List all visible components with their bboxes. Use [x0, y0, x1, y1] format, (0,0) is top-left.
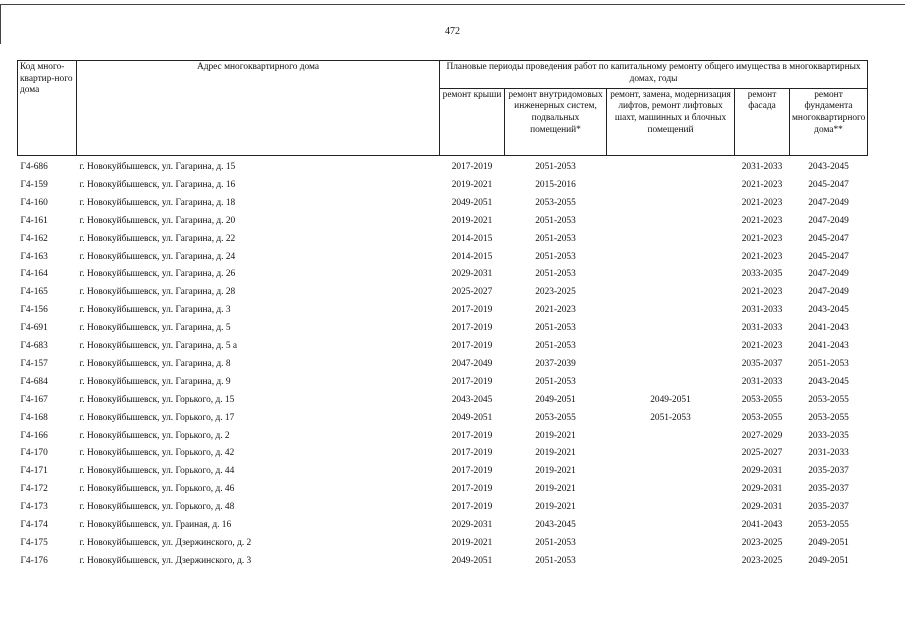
cell-systems: 2043-2045	[535, 519, 576, 530]
table-row	[18, 517, 868, 535]
cell-address: г. Новокуйбышевск, ул. Гагарина, д. 3	[79, 305, 231, 316]
cell-foundation: 2031-2033	[808, 448, 849, 459]
cell-roof: 2014-2015	[451, 233, 493, 244]
cell-systems: 2051-2053	[535, 537, 576, 548]
table-row	[18, 499, 868, 517]
cell-roof: 2017-2019	[451, 484, 493, 495]
table-row	[18, 445, 868, 463]
cell-systems: 2037-2039	[535, 358, 576, 369]
cell-address: г. Новокуйбышевск, ул. Горького, д. 46	[79, 484, 235, 495]
cell-address: г. Новокуйбышевск, ул. Гагарина, д. 5	[79, 323, 231, 334]
header-systems: ремонт внутридомовых инженерных систем, подвальных помещений*	[505, 88, 607, 155]
cell-address: г. Новокуйбышевск, ул. Гагарина, д. 9	[79, 376, 231, 387]
cell-roof: 2029-2031	[451, 269, 493, 280]
cell-code: Г4-175	[20, 537, 48, 548]
cell-code: Г4-168	[20, 412, 48, 423]
cell-roof: 2017-2019	[451, 341, 493, 352]
cell-code: Г4-176	[20, 555, 48, 566]
header-periods: Плановые периоды проведения работ по капитальному ремонту общего имущества в многоквартирных домах, годы	[440, 61, 868, 89]
cell-elevators	[607, 156, 735, 177]
cell-roof: 2017-2019	[451, 323, 493, 334]
cell-roof: 2019-2021	[451, 215, 493, 226]
cell-foundation: 2043-2045	[808, 162, 849, 173]
header-foundation: ремонт фундамента многоквартирного дома**	[790, 88, 868, 155]
top-border-line	[0, 4, 905, 5]
cell-code: Г4-160	[20, 197, 48, 208]
table-row	[18, 195, 868, 213]
page-number: 472	[445, 26, 460, 37]
cell-foundation: 2045-2047	[808, 233, 849, 244]
cell-code: Г4-159	[20, 180, 48, 191]
table-row	[18, 427, 868, 445]
cell-elevators: 2051-2053	[650, 412, 691, 423]
cell-elevators	[607, 356, 735, 374]
cell-address: г. Новокуйбышевск, ул. Гагарина, д. 26	[79, 269, 236, 280]
cell-foundation: 2035-2037	[808, 484, 849, 495]
cell-elevators	[607, 213, 735, 231]
cell-elevators: 2049-2051	[650, 394, 691, 405]
cell-systems: 2021-2023	[535, 305, 576, 316]
cell-systems: 2019-2021	[535, 466, 576, 477]
cell-roof: 2049-2051	[451, 412, 493, 423]
cell-systems: 2053-2055	[535, 412, 576, 423]
header-code: Код много-квартир-ного дома	[18, 61, 77, 156]
cell-foundation: 2041-2043	[808, 341, 849, 352]
table-row	[18, 409, 868, 427]
cell-foundation: 2043-2045	[808, 376, 849, 387]
cell-systems: 2051-2053	[535, 269, 576, 280]
cell-elevators	[607, 302, 735, 320]
left-border-line	[0, 4, 1, 44]
table-row	[18, 231, 868, 249]
cell-code: Г4-164	[20, 269, 48, 280]
cell-facade: 2021-2023	[741, 233, 783, 244]
cell-facade: 2023-2025	[741, 555, 783, 566]
cell-roof: 2049-2051	[451, 197, 493, 208]
cell-code: Г4-167	[20, 394, 48, 405]
cell-elevators	[607, 553, 735, 571]
cell-systems: 2019-2021	[535, 448, 576, 459]
cell-code: Г4-156	[20, 305, 48, 316]
cell-roof: 2019-2021	[451, 537, 493, 548]
cell-elevators	[607, 338, 735, 356]
cell-elevators	[607, 284, 735, 302]
cell-facade: 2031-2033	[741, 305, 783, 316]
table-row	[18, 284, 868, 302]
cell-address: г. Новокуйбышевск, ул. Гагарина, д. 22	[79, 233, 236, 244]
cell-elevators	[607, 231, 735, 249]
cell-address: г. Новокуйбышевск, ул. Гагарина, д. 15	[79, 162, 236, 173]
cell-code: Г4-691	[20, 323, 48, 334]
cell-roof: 2017-2019	[451, 430, 493, 441]
cell-foundation: 2035-2037	[808, 502, 849, 513]
cell-roof: 2017-2019	[451, 162, 493, 173]
cell-facade: 2033-2035	[741, 269, 783, 280]
cell-foundation: 2047-2049	[808, 287, 849, 298]
cell-roof: 2014-2015	[451, 251, 493, 262]
cell-facade: 2021-2023	[741, 197, 783, 208]
cell-foundation: 2047-2049	[808, 215, 849, 226]
cell-code: Г4-166	[20, 430, 48, 441]
cell-code: Г4-174	[20, 519, 48, 530]
cell-elevators	[607, 499, 735, 517]
table-row	[18, 338, 868, 356]
table-row	[18, 374, 868, 392]
cell-foundation: 2053-2055	[808, 519, 849, 530]
cell-elevators	[607, 266, 735, 284]
cell-roof: 2019-2021	[451, 180, 493, 191]
cell-facade: 2021-2023	[741, 341, 783, 352]
cell-facade: 2021-2023	[741, 215, 783, 226]
cell-facade: 2021-2023	[741, 180, 783, 191]
cell-foundation: 2053-2055	[808, 394, 849, 405]
cell-elevators	[607, 195, 735, 213]
cell-elevators	[607, 177, 735, 195]
cell-roof: 2047-2049	[451, 358, 493, 369]
cell-foundation: 2047-2049	[808, 269, 849, 280]
cell-address: г. Новокуйбышевск, ул. Гагарина, д. 5 а	[79, 341, 238, 352]
table-row	[18, 356, 868, 374]
cell-elevators	[607, 481, 735, 499]
cell-code: Г4-171	[20, 466, 48, 477]
cell-facade: 2021-2023	[741, 251, 783, 262]
table-row	[18, 320, 868, 338]
cell-systems: 2051-2053	[535, 555, 576, 566]
cell-foundation: 2049-2051	[808, 555, 849, 566]
cell-elevators	[607, 445, 735, 463]
cell-code: Г4-165	[20, 287, 48, 298]
cell-foundation: 2047-2049	[808, 197, 849, 208]
cell-code: Г4-172	[20, 484, 48, 495]
cell-address: г. Новокуйбышевск, ул. Граиная, д. 16	[79, 519, 232, 530]
cell-code: Г4-163	[20, 251, 48, 262]
cell-code: Г4-157	[20, 358, 48, 369]
cell-elevators	[607, 463, 735, 481]
cell-systems: 2051-2053	[535, 233, 576, 244]
cell-address: г. Новокуйбышевск, ул. Горького, д. 2	[79, 430, 230, 441]
cell-elevators	[607, 374, 735, 392]
cell-foundation: 2033-2035	[808, 430, 849, 441]
cell-roof: 2017-2019	[451, 305, 493, 316]
cell-roof: 2049-2051	[451, 555, 493, 566]
table-row	[18, 302, 868, 320]
cell-foundation: 2035-2037	[808, 466, 849, 477]
cell-code: Г4-161	[20, 215, 48, 226]
cell-foundation: 2049-2051	[808, 537, 849, 548]
cell-address: г. Новокуйбышевск, ул. Гагарина, д. 18	[79, 197, 236, 208]
cell-systems: 2023-2025	[535, 287, 576, 298]
cell-elevators	[607, 427, 735, 445]
cell-foundation: 2041-2043	[808, 323, 849, 334]
cell-facade: 2029-2031	[741, 466, 783, 477]
cell-address: г. Новокуйбышевск, ул. Гагарина, д. 20	[79, 215, 236, 226]
cell-foundation: 2043-2045	[808, 305, 849, 316]
cell-code: Г4-684	[20, 376, 48, 387]
cell-systems: 2015-2016	[535, 180, 576, 191]
cell-facade: 2031-2033	[741, 323, 783, 334]
table-body	[18, 156, 868, 571]
cell-foundation: 2045-2047	[808, 180, 849, 191]
cell-code: Г4-170	[20, 448, 48, 459]
cell-elevators	[607, 535, 735, 553]
cell-facade: 2023-2025	[741, 537, 783, 548]
table-row	[18, 156, 868, 177]
cell-address: г. Новокуйбышевск, ул. Горького, д. 42	[79, 448, 235, 459]
table-row	[18, 213, 868, 231]
cell-facade: 2031-2033	[741, 162, 783, 173]
table-row	[18, 463, 868, 481]
table-row	[18, 177, 868, 195]
cell-systems: 2019-2021	[535, 484, 576, 495]
cell-systems: 2051-2053	[535, 162, 576, 173]
table-row	[18, 481, 868, 499]
cell-address: г. Новокуйбышевск, ул. Горького, д. 44	[79, 466, 235, 477]
table-row	[18, 248, 868, 266]
capital-repair-table	[17, 60, 868, 570]
cell-facade: 2029-2031	[741, 502, 783, 513]
cell-roof: 2017-2019	[451, 376, 493, 387]
table-row	[18, 392, 868, 410]
cell-foundation: 2051-2053	[808, 358, 849, 369]
header-facade: ремонт фасада	[735, 88, 790, 155]
cell-systems: 2019-2021	[535, 430, 576, 441]
cell-systems: 2051-2053	[535, 251, 576, 262]
cell-address: г. Новокуйбышевск, ул. Гагарина, д. 8	[79, 358, 231, 369]
cell-systems: 2019-2021	[535, 502, 576, 513]
cell-code: Г4-173	[20, 502, 48, 513]
cell-address: г. Новокуйбышевск, ул. Дзержинского, д. 2	[79, 537, 252, 548]
cell-facade: 2035-2037	[741, 358, 783, 369]
cell-address: г. Новокуйбышевск, ул. Дзержинского, д. 3	[79, 555, 252, 566]
cell-foundation: 2053-2055	[808, 412, 849, 423]
table-row	[18, 535, 868, 553]
cell-systems: 2051-2053	[535, 376, 576, 387]
cell-facade: 2053-2055	[741, 412, 783, 423]
cell-facade: 2041-2043	[741, 519, 783, 530]
cell-roof: 2029-2031	[451, 519, 493, 530]
cell-address: г. Новокуйбышевск, ул. Горького, д. 15	[79, 394, 235, 405]
cell-roof: 2043-2045	[451, 394, 493, 405]
cell-address: г. Новокуйбышевск, ул. Горького, д. 48	[79, 502, 235, 513]
table-row	[18, 553, 868, 571]
cell-systems: 2051-2053	[535, 323, 576, 334]
cell-facade: 2031-2033	[741, 376, 783, 387]
cell-facade: 2021-2023	[741, 287, 783, 298]
cell-systems: 2051-2053	[535, 215, 576, 226]
cell-address: г. Новокуйбышевск, ул. Гагарина, д. 28	[79, 287, 236, 298]
cell-facade: 2025-2027	[741, 448, 783, 459]
header-roof: ремонт крыши	[440, 88, 505, 155]
cell-facade: 2029-2031	[741, 484, 783, 495]
cell-facade: 2053-2055	[741, 394, 783, 405]
cell-roof: 2017-2019	[451, 466, 493, 477]
cell-code: Г4-162	[20, 233, 48, 244]
cell-elevators	[607, 517, 735, 535]
cell-address: г. Новокуйбышевск, ул. Гагарина, д. 24	[79, 251, 236, 262]
cell-address: г. Новокуйбышевск, ул. Горького, д. 17	[79, 412, 235, 423]
cell-elevators	[607, 320, 735, 338]
cell-address: г. Новокуйбышевск, ул. Гагарина, д. 16	[79, 180, 236, 191]
cell-roof: 2025-2027	[451, 287, 493, 298]
cell-foundation: 2045-2047	[808, 251, 849, 262]
cell-systems: 2049-2051	[535, 394, 576, 405]
header-elevators: ремонт, замена, модернизация лифтов, ремонт лифтовых шахт, машинных и блочных помещений	[607, 88, 735, 155]
header-address: Адрес многоквартирного дома	[77, 61, 440, 156]
cell-elevators	[607, 248, 735, 266]
header-row-top	[18, 61, 868, 89]
cell-systems: 2053-2055	[535, 197, 576, 208]
cell-roof: 2017-2019	[451, 448, 493, 459]
cell-facade: 2027-2029	[741, 430, 783, 441]
cell-systems: 2051-2053	[535, 341, 576, 352]
cell-code: Г4-686	[20, 162, 48, 173]
cell-code: Г4-683	[20, 341, 48, 352]
table-row	[18, 266, 868, 284]
cell-roof: 2017-2019	[451, 502, 493, 513]
